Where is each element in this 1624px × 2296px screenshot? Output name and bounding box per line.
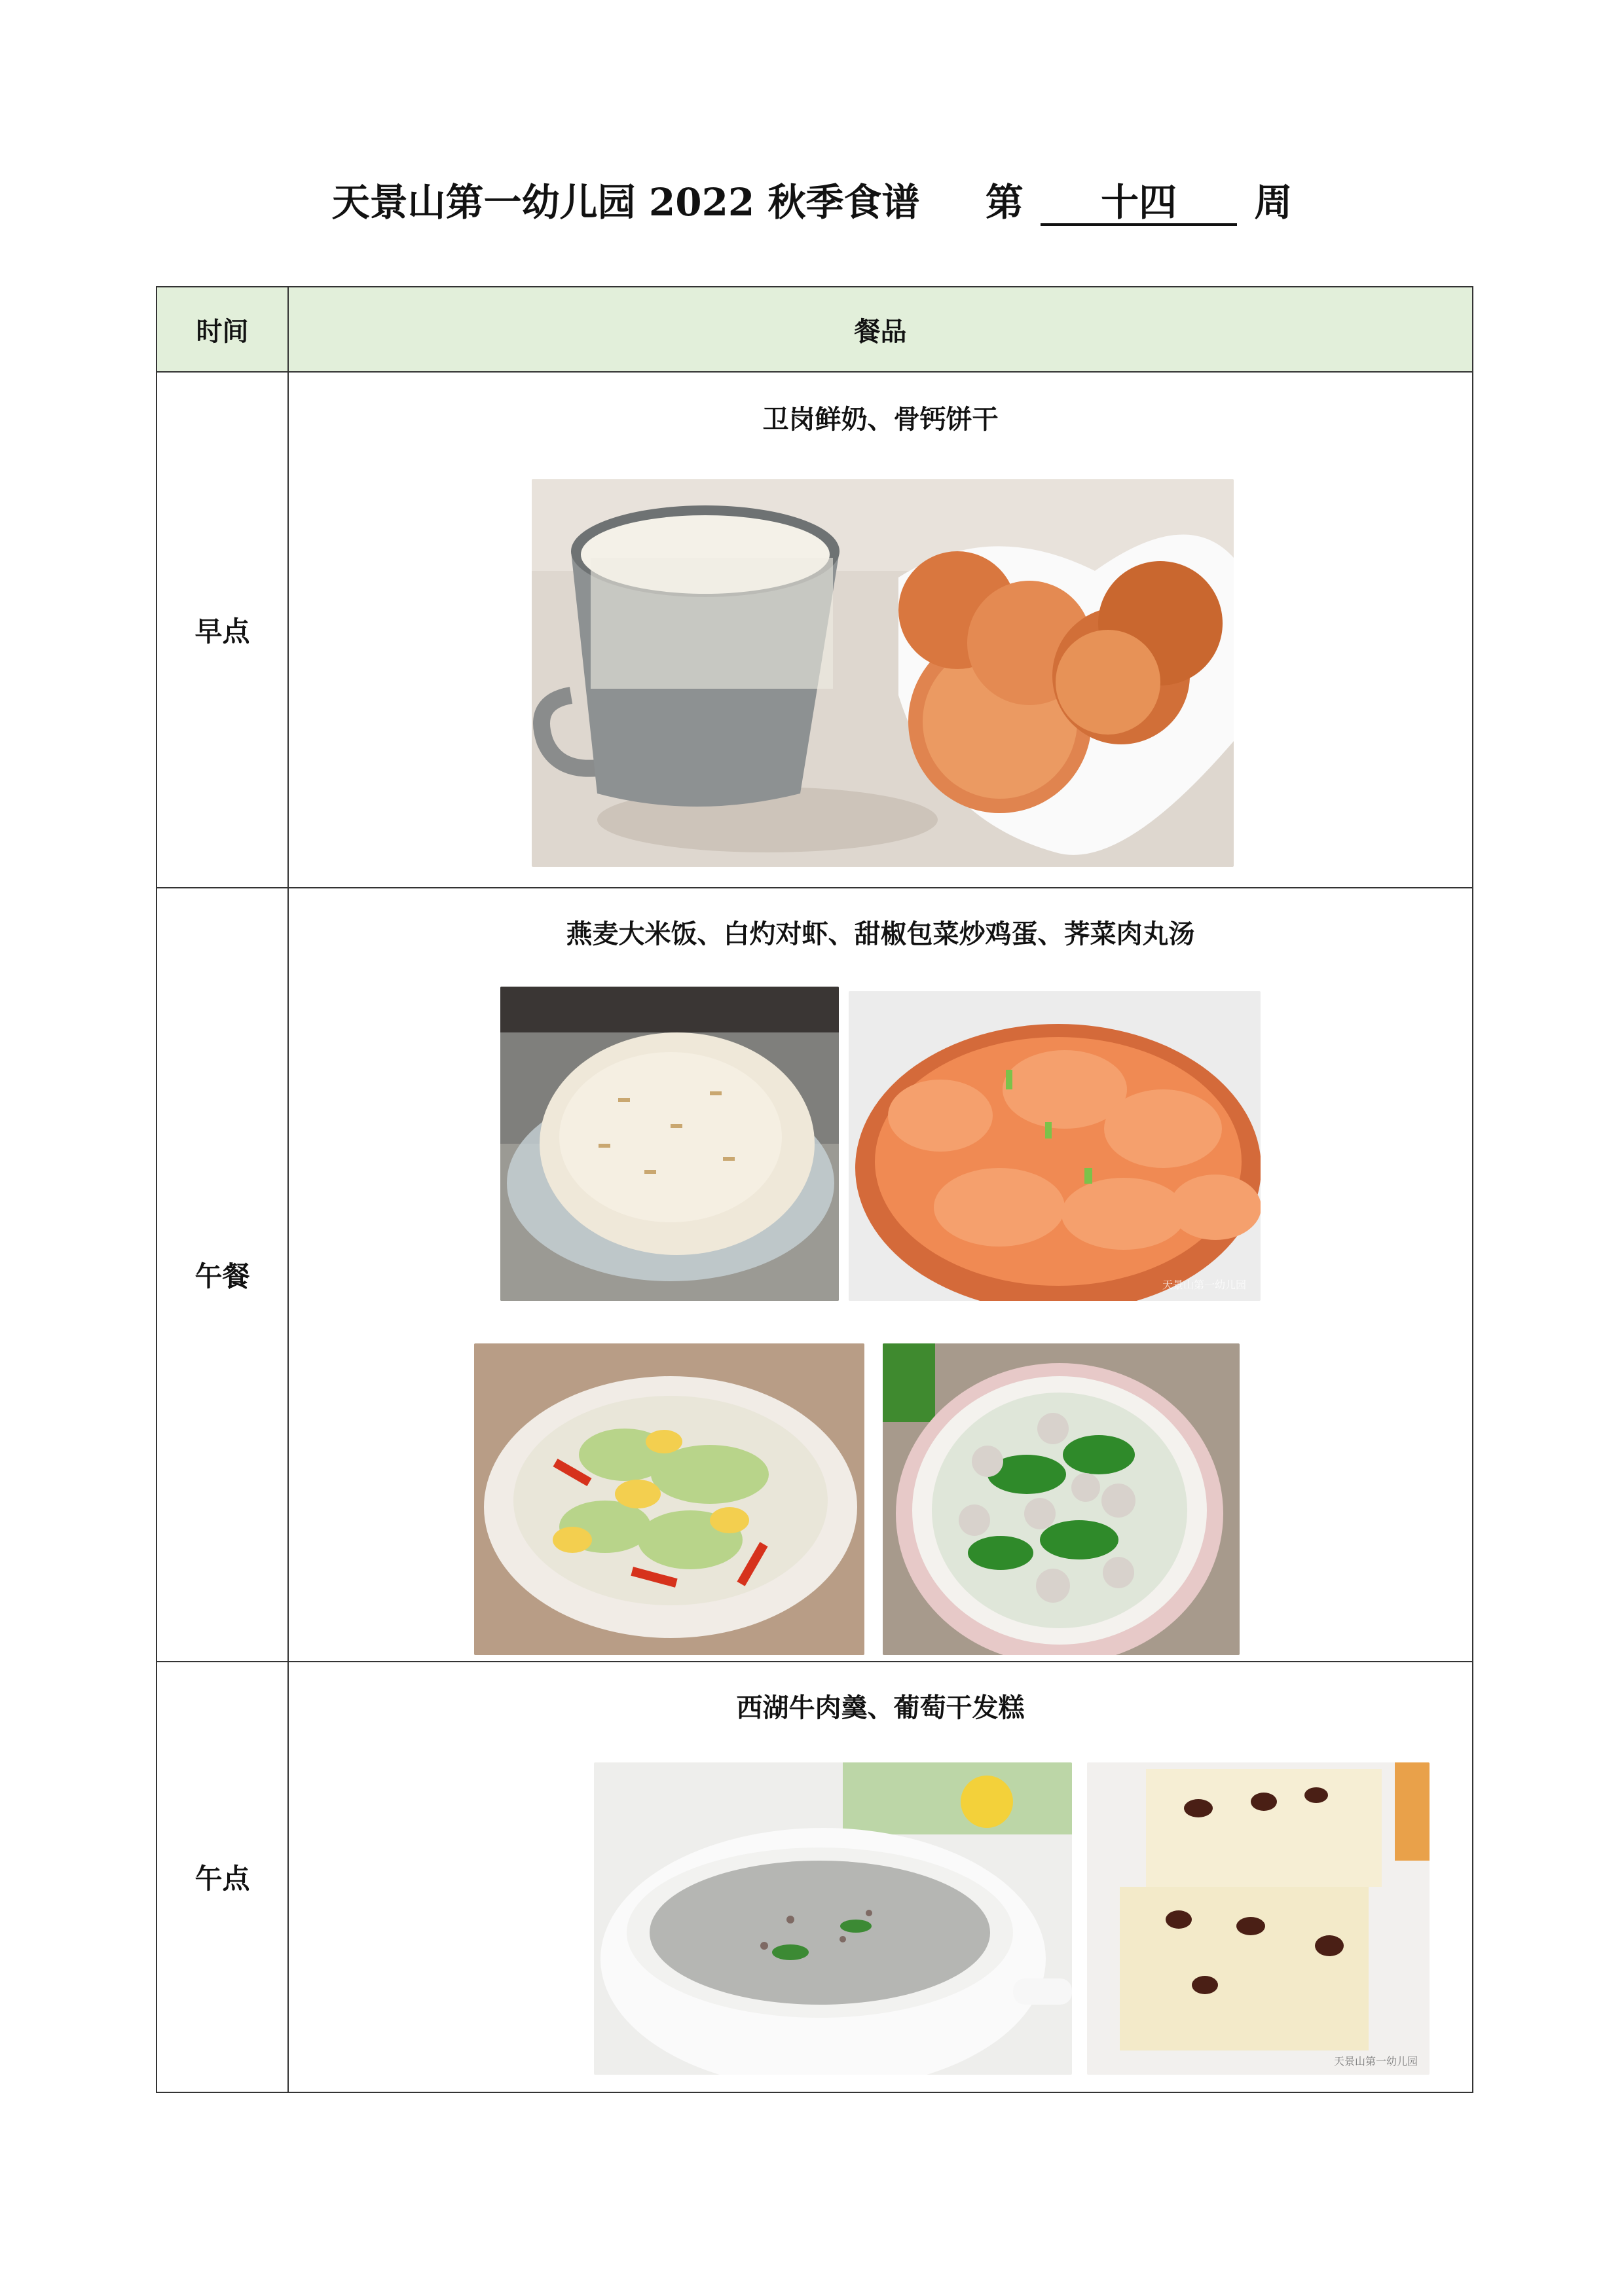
food-cell-lunch (288, 888, 1473, 1662)
dishes-breakfast: 卫岗鲜奶、骨钙饼干 (762, 405, 999, 435)
time-label-snack: 午点 (157, 1662, 288, 2092)
food-cell-breakfast (288, 372, 1473, 888)
week-number: 十四 (1041, 181, 1237, 226)
watermark-snack: 天景山第一幼儿园 (1333, 2055, 1418, 2068)
milk-and-biscuits-photo (532, 479, 1234, 867)
watermark-lunch: 天景山第一幼儿园 (1162, 1279, 1246, 1291)
table-header-row (157, 287, 1473, 372)
meatball-soup-photo (883, 1343, 1240, 1655)
time-label-breakfast: 早点 (157, 372, 288, 888)
raisin-cake-photo (1087, 1762, 1430, 2075)
food-cell-snack (288, 1662, 1473, 2092)
header-time: 时间 (157, 287, 288, 372)
table-row-breakfast (157, 372, 1473, 888)
time-label-lunch: 午餐 (157, 888, 288, 1662)
page-title (0, 172, 1624, 227)
week-suffix: 周 (1254, 180, 1293, 225)
beef-soup-photo (594, 1762, 1072, 2075)
oat-rice-photo (500, 987, 839, 1301)
cabbage-egg-photo (474, 1343, 864, 1655)
title-main: 天景山第一幼儿园 2022 秋季食谱 (331, 180, 920, 225)
week-prefix: 第 (985, 180, 1024, 225)
dishes-snack: 西湖牛肉羹、葡萄干发糕 (736, 1693, 1025, 1723)
header-food: 餐品 (288, 287, 1473, 372)
table-row-lunch (157, 888, 1473, 1662)
boiled-shrimp-photo (849, 991, 1261, 1301)
dishes-lunch: 燕麦大米饭、白灼对虾、甜椒包菜炒鸡蛋、荠菜肉丸汤 (566, 919, 1195, 949)
table-row-snack (157, 1662, 1473, 2092)
menu-table (156, 286, 1473, 2093)
